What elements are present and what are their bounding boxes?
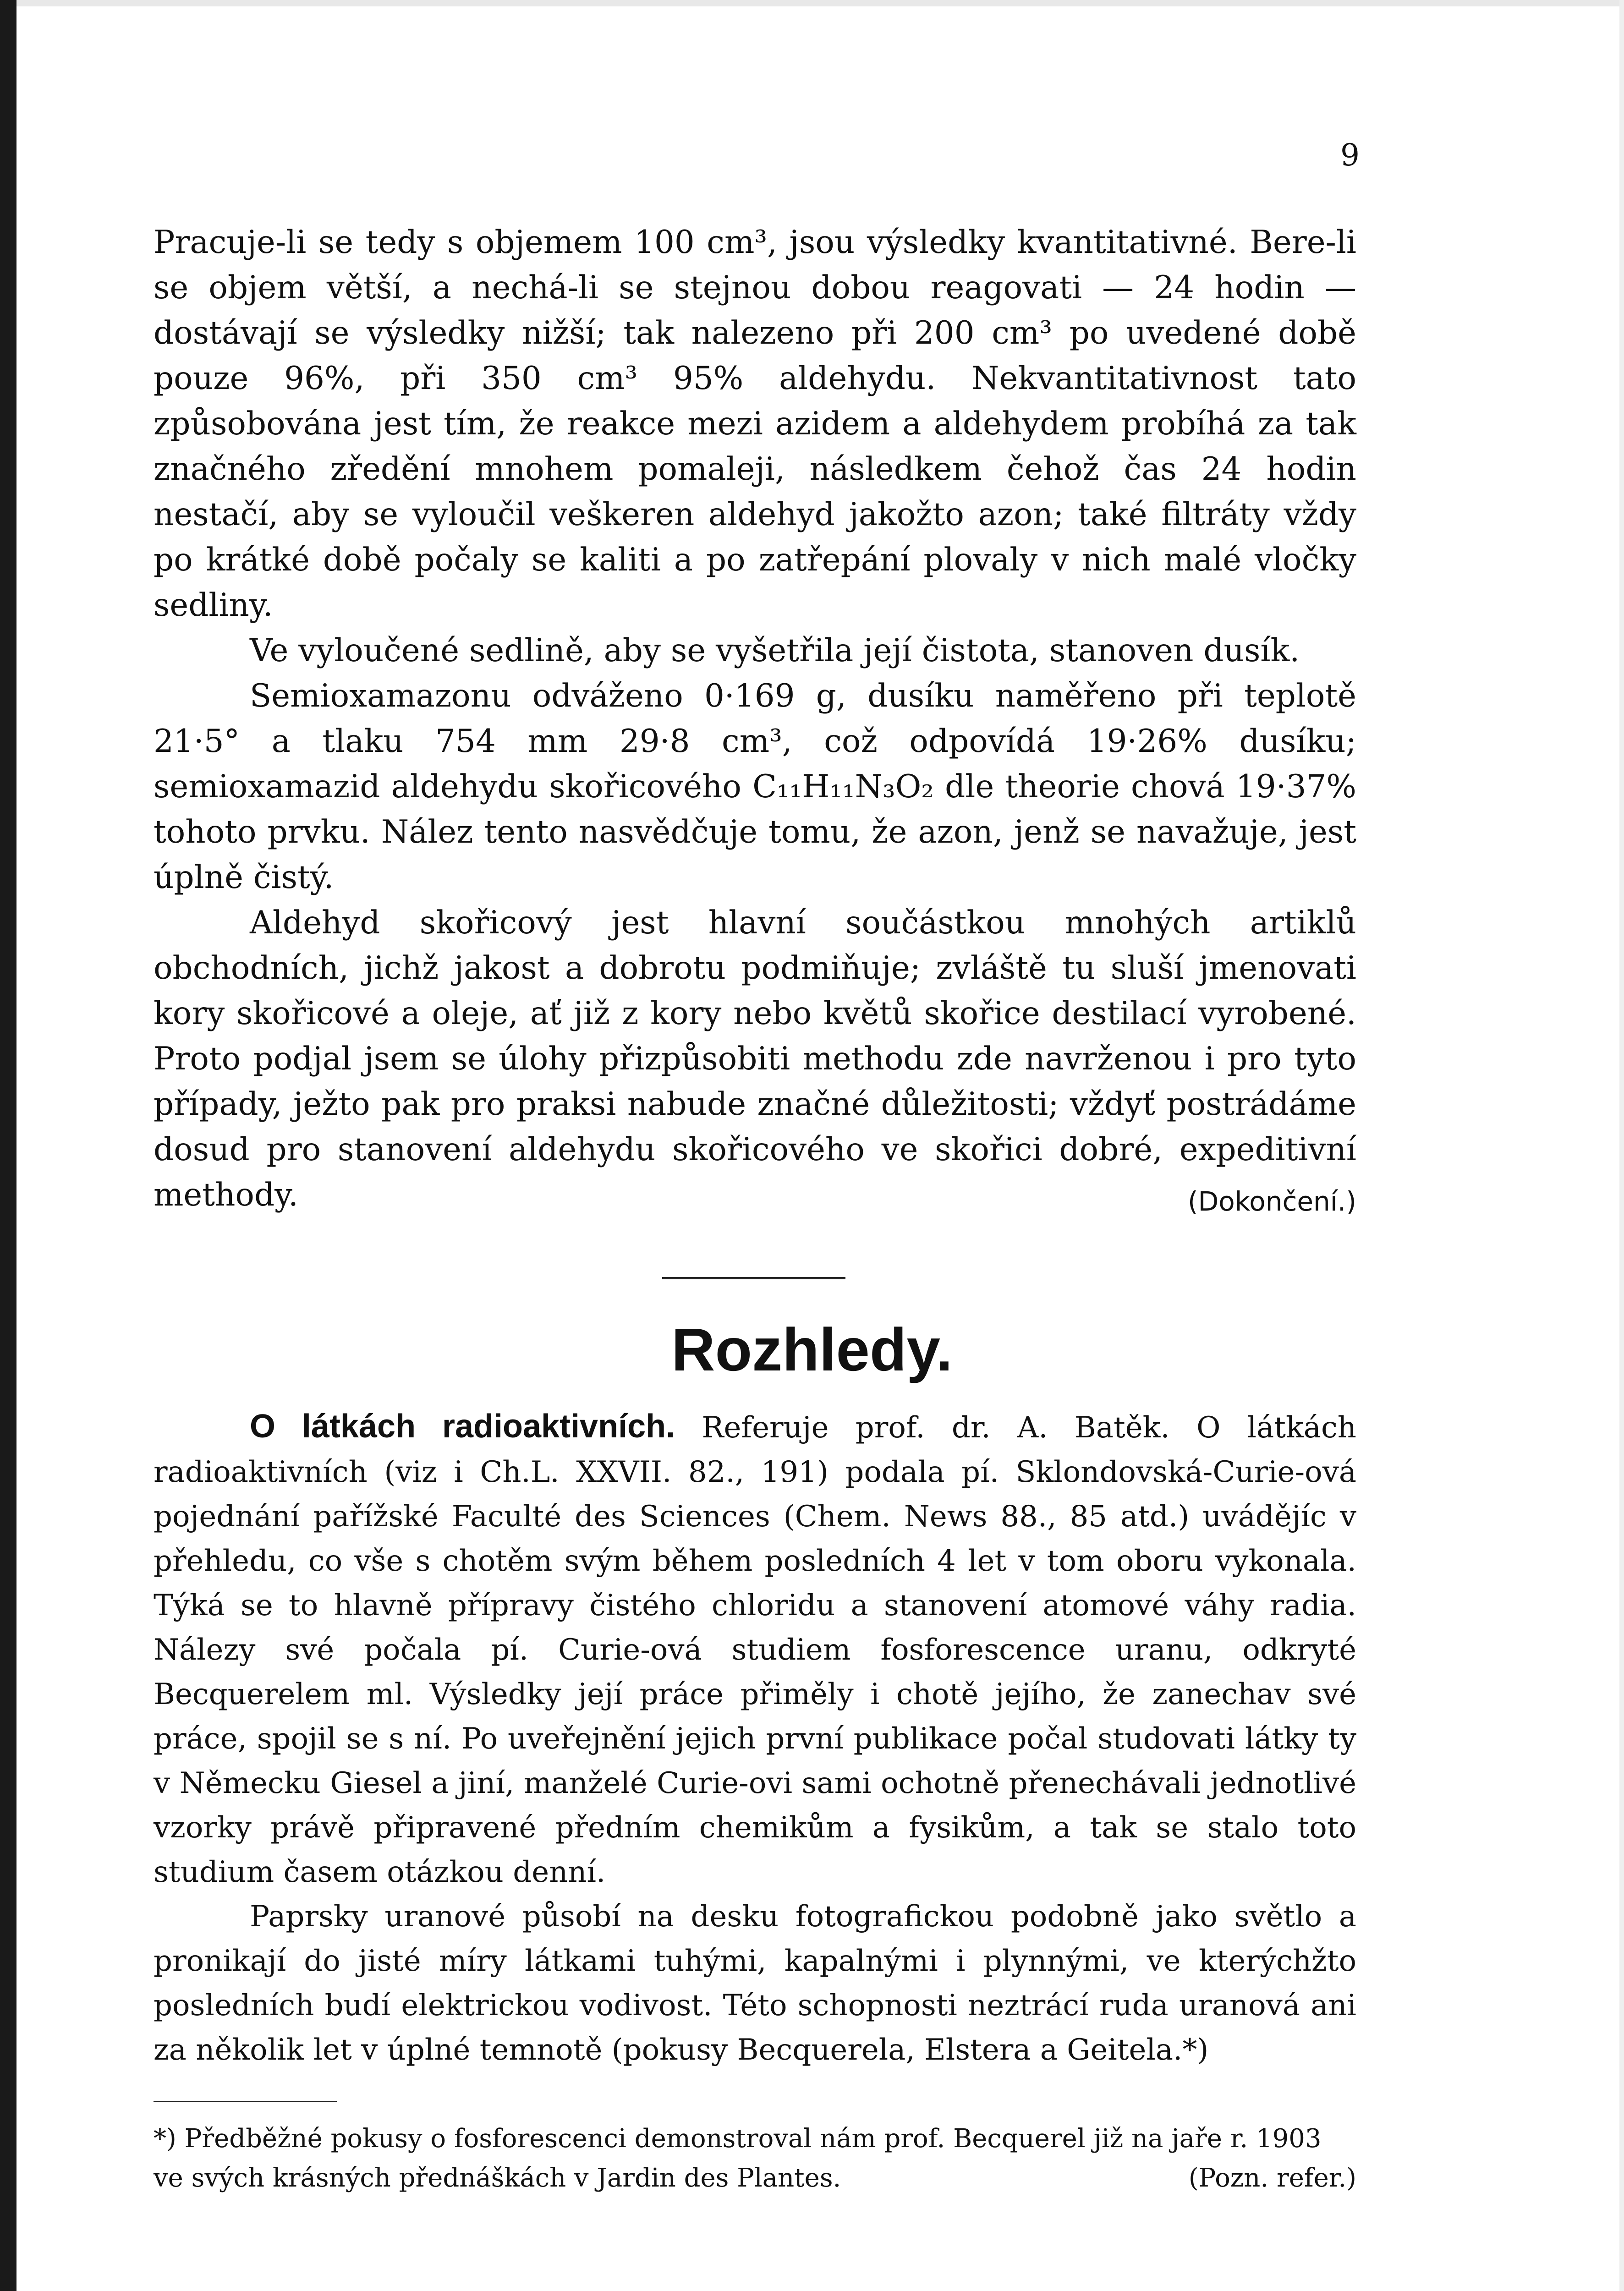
paragraph-3: Semioxamazonu odváženo 0·169 g, dusíku naměřeno při teplotě 21·5° a tlaku 754 mm 29·8 cm³, což odpovídá 19·26% dusíku; semioxamazid aldehydu skořicového C₁₁H₁₁N₃O₂ dle theorie chová 19·37% tohoto prvku. Nález tento nasvědčuje tomu, že azon, jenž se navažuje, jest úplně čistý. (154, 678, 1356, 896)
footnote-ref: (Pozn. refer.) (1188, 2163, 1356, 2193)
section-separator (662, 1277, 845, 1279)
footnote-text: *) Předběžné pokusy o fosforescenci demonstroval nám prof. Becquerel již na jaře r. 1903 ve svých krásných přednáškách v Jardin des Plantes. (154, 2124, 1322, 2193)
scan-edge-left (0, 0, 16, 2291)
article-lead (154, 1404, 1356, 1895)
article-continuation (154, 220, 1356, 1224)
footnote (154, 2119, 1356, 2198)
paragraph-1: Pracuje-li se tedy s objemem 100 cm³, jsou výsledky kvantitativné. Bere-li se objem větší, a nechá-li se stejnou dobou reagovati — 24 hodin — dostávají se výsledky nižší; tak nalezeno při 200 cm³ po uvedené době pouze 96%, při 350 cm³ 95% aldehydu. Nekvantitativnost tato způsobována jest tím, že reakce mezi azidem a aldehydem probíhá za tak značného zředění mnohem pomaleji, následkem čehož čas 24 hodin nestačí, aby se vyloučil veškeren aldehyd jakožto azon; také filtráty vždy po krátké době počaly se kaliti a po zatřepání plovaly v nich malé vločky sedliny. (154, 224, 1356, 624)
scan-edge-right (1619, 0, 1624, 2291)
section-title: Rozhledy. (671, 1316, 953, 1383)
footnote-rule (154, 2101, 337, 2102)
paragraph-4 (154, 900, 1356, 1218)
article-lead-text: Referuje prof. dr. A. Batěk. O látkách radioaktivních (viz i Ch.L. XXVII. 82., 191) podala pí. Sklondovská-Curie-ová pojednání pařížské Faculté des Sciences (Chem. News 88., 85 atd.) uvádějíc v přehledu, co vše s chotěm svým během posledních 4 let v tom oboru vykonala. Týká se to hlavně přípravy čistého chloridu a stanovení atomové váhy radia. Nálezy své počala pí. Curie-ová studiem fosforescence uranu, odkryté Becquerelem ml. Výsledky její práce přiměly i chotě jejího, že zanechav své práce, spojil se s ní. Po uveřejnění jejich první publikace počal studovati látky ty v Německu Giesel a jiní, manželé Curie-ovi sami ochotně přenechávali jednotlivé vzorky právě připravené předním chemikům a fysikům, a tak se stalo toto studium časem otázkou denní. (154, 1411, 1357, 1889)
article-radioactive (154, 1404, 1356, 2072)
continuation-note: (Dokončení.) (1187, 1186, 1356, 1217)
paragraph-2: Ve vyloučené sedlině, aby se vyšetřila její čistota, stanoven dusík. (250, 632, 1300, 669)
page-number: 9 (1340, 137, 1360, 173)
scan-edge-top (16, 0, 1624, 6)
article-paragraph-2: Paprsky uranové působí na desku fotografickou podobně jako světlo a pronikají do jisté míry látkami tuhými, kapalnými i plynnými, ve kterýchžto posledních budí elektrickou vodivost. Této schopnosti neztrácí ruda uranová ani za několik let v úplné temnotě (pokusy Becquerela, Elstera a Geitela.*) (154, 1900, 1356, 2067)
article-heading: O látkách radioaktivních. (250, 1408, 675, 1445)
paragraph-4-text: Aldehyd skořicový jest hlavní součástkou mnohých artiklů obchodních, jichž jakost a dobrotu podmiňuje; zvláště tu sluší jmenovati kory skořicové a oleje, ať již z kory nebo květů skořice destilací vyrobené. Proto podjal jsem se úlohy přizpůsobiti methodu zde navrženou i pro tyto případy, ježto pak pro praksi nabude značné důležitosti; vždyť postrádáme dosud pro stanovení aldehydu skořicového ve skořici dobré, expeditivní methody. (154, 904, 1356, 1213)
